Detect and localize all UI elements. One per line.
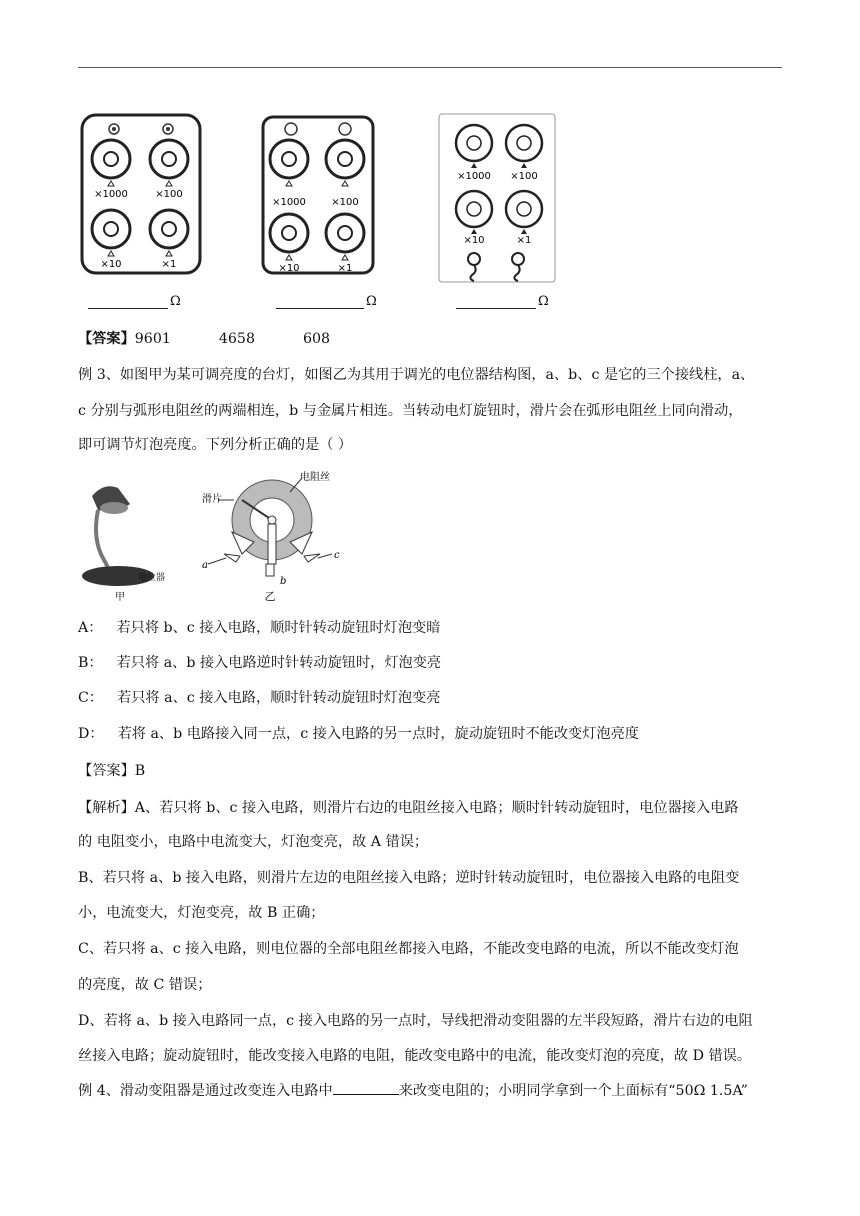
blank-3[interactable]: Ω <box>456 294 549 309</box>
potentiometer-figure <box>196 470 346 606</box>
analysis-line: C、若只将 a、c 接入电路，则电位器的全部电阻丝都接入电路，不能改变电路的电流，所以不能改变灯泡 <box>78 941 739 957</box>
terminal-a: a <box>202 560 208 571</box>
mult-label: ×1 <box>161 259 177 270</box>
lamp-figure <box>78 476 178 606</box>
mult-label: ×100 <box>155 189 183 200</box>
analysis-line: 小，电流变大，灯泡变亮，故 B 正确； <box>78 905 325 921</box>
ex3-stem: c 分别与弧形电阻丝的两端相连，b 与金属片相连。当转动电灯旋钮时，滑片会在弧形电阻丝上同向滑动， <box>78 403 743 419</box>
option-d: D： 若将 a、b 电路接入同一点，c 接入电路的另一点时，旋动旋钮时不能改变灯泡亮度 <box>78 726 639 742</box>
resistance-box-2 <box>261 115 375 275</box>
fig-label-jia: 甲 <box>115 592 125 603</box>
option-a: A： 若只将 b、c 接入电路，顺时针转动旋钮时灯泡变暗 <box>78 620 441 636</box>
blank-1[interactable]: Ω <box>88 294 181 309</box>
analysis-line: 【解析】A、若只将 b、c 接入电路，则滑片右边的电阻丝接入电路；顺时针转动旋钮时，电位器接入电路 <box>78 800 739 816</box>
option-c: C： 若只将 a、c 接入电路，顺时针转动旋钮时灯泡变亮 <box>78 690 441 706</box>
resistance-box-3 <box>438 113 556 283</box>
ex4-stem: 例 4、滑动变阻器是通过改变连入电路中 来改变电阻的；小明同学拿到一个上面标有“50Ω 1.5A” <box>78 1083 748 1099</box>
mult-label: ×10 <box>463 235 485 246</box>
mult-label: ×1000 <box>94 189 128 200</box>
slider-label: 滑片 <box>202 494 222 505</box>
terminal-c: c <box>334 550 340 561</box>
mult-label: ×1 <box>337 263 353 274</box>
header-rule <box>78 67 782 68</box>
analysis-line: 的 电阻变小，电路中电流变大，灯泡变亮，故 A 错误； <box>78 834 429 850</box>
mult-label: ×1000 <box>457 171 491 182</box>
analysis-line: D、若将 a、b 接入电路同一点，c 接入电路的另一点时，导线把滑动变阻器的左半段短路，滑片右边的电阻 <box>78 1013 753 1029</box>
mult-label: ×100 <box>510 171 538 182</box>
mult-label: ×1 <box>516 235 532 246</box>
analysis-line: 丝接入电路；旋动旋钮时，能改变接入电路的电阻，能改变电路中的电流，能改变灯泡的亮度，故 D 错误。 <box>78 1048 752 1064</box>
blank-2[interactable]: Ω <box>276 294 377 309</box>
mult-label: ×100 <box>331 197 359 208</box>
ex3-stem: 即可调节灯泡亮度。下列分析正确的是（ ） <box>78 437 353 453</box>
analysis-line: B、若只将 a、b 接入电路，则滑片左边的电阻丝接入电路；逆时针转动旋钮时，电位器接入电路的电阻变 <box>78 870 740 886</box>
analysis-line: 的亮度，故 C 错误； <box>78 977 212 993</box>
ex3-stem: 例 3、如图甲为某可调亮度的台灯，如图乙为其用于调光的电位器结构图，a、b、c 是它的三个接线柱，a、 <box>78 367 755 383</box>
option-b: B： 若只将 a、b 接入电路逆时针转动旋钮时，灯泡变亮 <box>78 655 442 671</box>
fig-label-yi: 乙 <box>264 590 276 603</box>
mult-label: ×10 <box>100 259 122 270</box>
potentiometer-label: 电位器 <box>138 573 166 583</box>
mult-label: ×1000 <box>272 197 306 208</box>
answer-line-2: 【答案】B <box>78 763 146 779</box>
resistance-box-1 <box>80 113 202 275</box>
wire-label: 电阻丝 <box>300 472 330 483</box>
terminal-b: b <box>280 576 287 587</box>
answer-line-1: 【答案】9601 4658 608 <box>78 331 331 347</box>
mult-label: ×10 <box>278 263 300 274</box>
ex4-blank[interactable] <box>333 1082 399 1095</box>
